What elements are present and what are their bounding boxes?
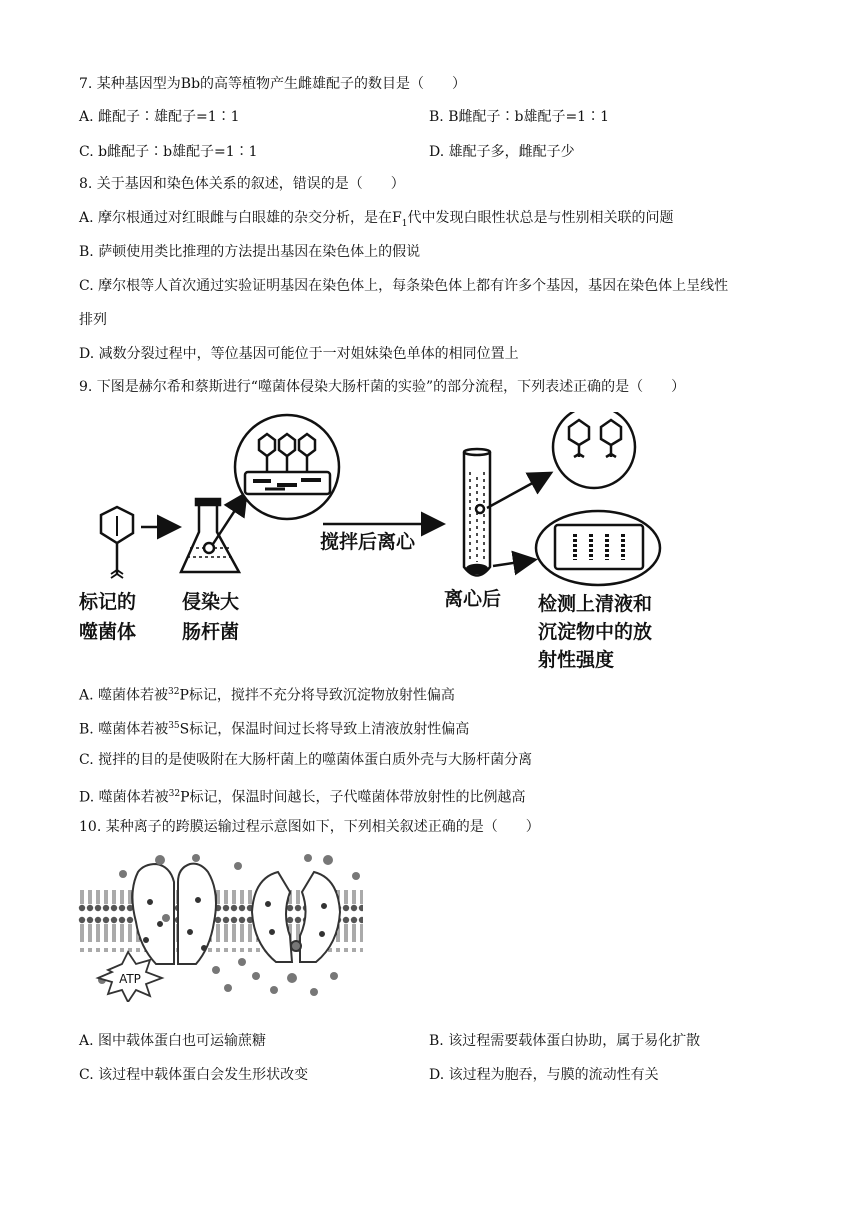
q9-b-sup: 35	[168, 721, 180, 731]
label-phage-line2: 噬菌体	[79, 621, 137, 643]
q10-option-d: D. 该过程为胞吞，与膜的流动性有关	[429, 1067, 659, 1083]
q7-option-a: A. 雌配子∶雄配子=1∶1	[79, 109, 240, 125]
q7-stem: 7. 某种基因型为Bb的高等植物产生雌雄配子的数目是（ ）	[79, 76, 467, 92]
centrifuge-tube-icon	[464, 449, 490, 576]
q9-a-pre: A. 噬菌体若被	[79, 687, 169, 704]
q9-option-c: C. 搅拌的目的是使吸附在大肠杆菌上的噬菌体蛋白质外壳与大肠杆菌分离	[79, 752, 533, 768]
q9-a-sup: 32	[168, 687, 180, 697]
q8-option-d: D. 减数分裂过程中，等位基因可能位于一对姐妹染色单体的相同位置上	[79, 346, 519, 362]
q8-option-a	[79, 208, 673, 234]
q9-b-post: S标记，保温时间过长将导致上清液放射性偏高	[179, 721, 470, 738]
label-infect-line1: 侵染大	[182, 591, 240, 613]
label-detect-line3: 射性强度	[538, 649, 615, 671]
q9-d-pre: D. 噬菌体若被	[79, 789, 169, 806]
supernatant-zoom-icon	[553, 412, 635, 488]
q9-b-pre: B. 噬菌体若被	[79, 721, 169, 738]
label-infect-line2: 肠杆菌	[182, 621, 240, 643]
flask-icon	[181, 499, 239, 572]
q10-option-a: A. 图中载体蛋白也可运输蔗糖	[79, 1033, 267, 1049]
q9-option-a	[79, 682, 455, 706]
labeled-phage-icon	[101, 507, 133, 578]
q7-option-c: C. b雌配子∶b雄配子=1∶1	[79, 144, 258, 160]
q9-option-b	[79, 716, 469, 740]
label-after-centrifuge: 离心后	[444, 588, 502, 610]
q10-stem: 10. 某种离子的跨膜运输过程示意图如下，下列相关叙述正确的是（ ）	[79, 819, 540, 835]
q9-option-d	[79, 784, 526, 808]
q10-option-c: C. 该过程中载体蛋白会发生形状改变	[79, 1067, 309, 1083]
q7-option-b: B. B雌配子∶b雄配子=1∶1	[429, 109, 609, 125]
q8-a-pre: A. 摩尔根通过对红眼雌与白眼雄的杂交分析，是在F	[79, 210, 402, 226]
q8-option-b: B. 萨顿使用类比推理的方法提出基因在染色体上的假说	[79, 244, 421, 260]
carrier-protein-open-icon	[132, 864, 216, 964]
q7-option-d: D. 雄配子多，雌配子少	[429, 144, 575, 160]
q9-d-post: P标记，保温时间越长，子代噬菌体带放射性的比例越高	[180, 789, 526, 806]
label-detect-line1: 检测上清液和	[538, 593, 653, 615]
label-stir-centrifuge: 搅拌后离心	[320, 531, 416, 553]
atp-label: ATP	[119, 972, 141, 986]
label-phage-line1: 标记的	[79, 591, 137, 613]
q9-figure	[75, 412, 675, 674]
q9-stem: 9. 下图是赫尔希和蔡斯进行“噬菌体侵染大肠杆菌的实验”的部分流程，下列表述正确的是（ ）	[79, 379, 686, 395]
infection-zoom-icon	[235, 415, 339, 519]
q8-option-c-line2: 排列	[79, 312, 107, 328]
q8-stem: 8. 关于基因和染色体关系的叙述，错误的是（ ）	[79, 176, 405, 192]
membrane-transport-drawing	[78, 852, 363, 1002]
q10-option-b: B. 该过程需要载体蛋白协助，属于易化扩散	[429, 1033, 701, 1049]
q8-a-post: 代中发现白眼性状总是与性别相关联的问题	[407, 210, 674, 226]
label-detect-line2: 沉淀物中的放	[538, 621, 653, 643]
q8-option-c-line1: C. 摩尔根等人首次通过实验证明基因在染色体上，每条染色体上都有许多个基因，基因在染色体上呈线性	[79, 278, 729, 294]
q8-a-sub: 1	[401, 218, 408, 229]
q9-d-sup: 32	[168, 789, 181, 799]
precipitate-zoom-icon	[536, 511, 660, 585]
q9-a-post: P标记，搅拌不充分将导致沉淀物放射性偏高	[179, 687, 455, 704]
q10-figure	[78, 852, 363, 1002]
